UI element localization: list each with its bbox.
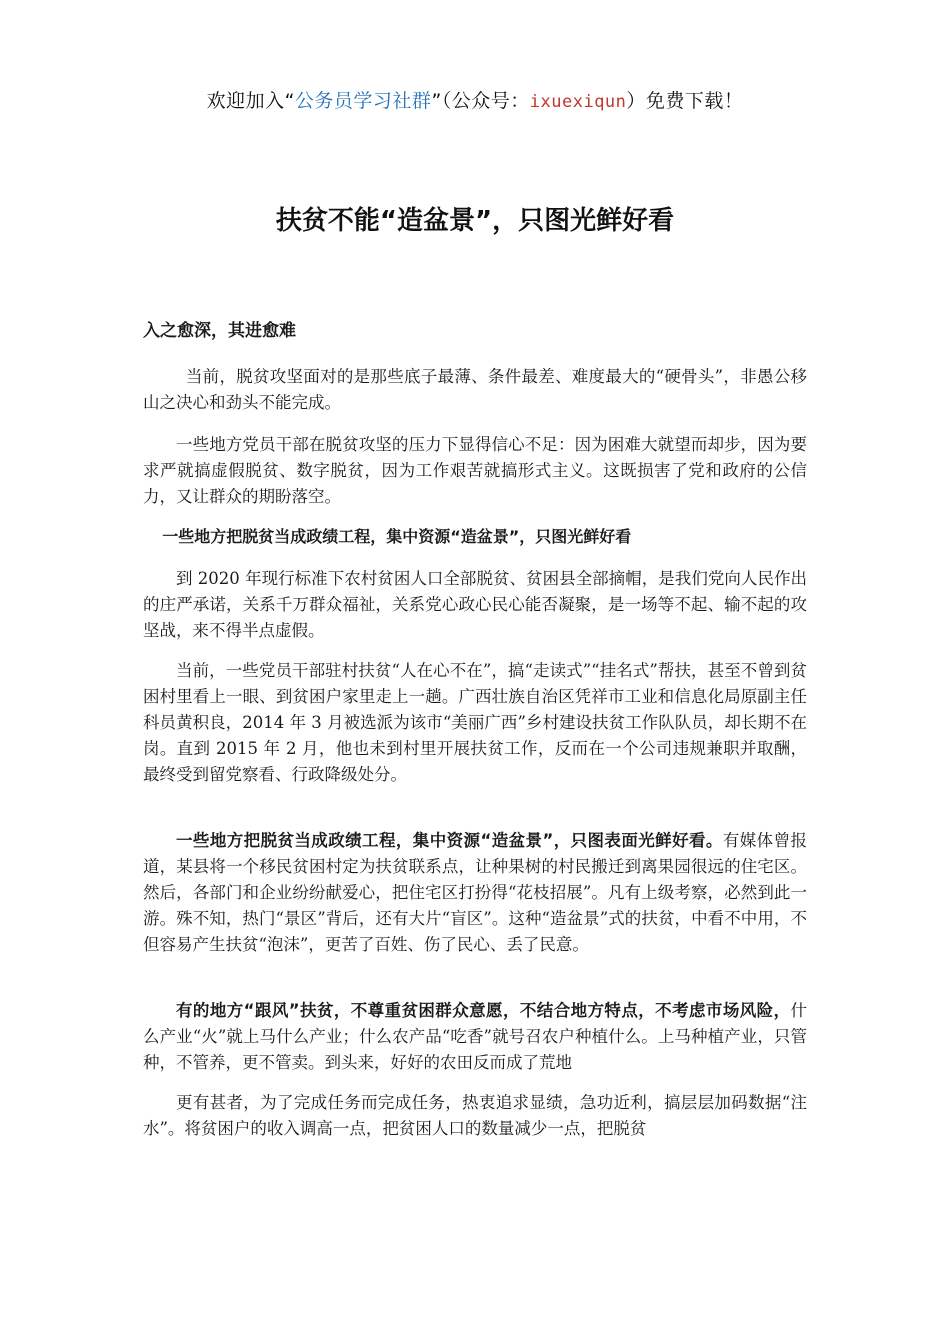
article-body — [143, 318, 807, 1156]
paragraph-6-text: 什么产业“火”就上马什么产业；什么农产品“吃香”就号召农户种植什么。上马种植产业，只管种，不管养，更不管卖。到头来，好好的农田反而成了荒地 — [143, 1001, 807, 1072]
paragraph-5 — [143, 828, 807, 958]
banner-suffix: ）免费下载！ — [626, 90, 744, 112]
banner-middle: ”（公众号： — [431, 90, 530, 112]
community-name-link[interactable]: 公务员学习社群 — [294, 90, 432, 112]
paragraph-4: 当前，一些党员干部驻村扶贫“人在心不在”，搞“走读式”“挂名式”帮扶，甚至不曾到贫困村里看上一眼、到贫困户家里走上一趟。广西壮族自治区凭祥市工业和信息化局原副主任科员黄积良，2014 年 3 月被选派为该市“美丽广西”乡村建设扶贫工作队队员，却长期不在岗。直到 2015 年 2 月，他也未到村里开展扶贫工作，反而在一个公司违规兼职并取酬，最终受到留党察看、行政降级处分。 — [143, 661, 807, 784]
paragraph-3: 到 2020 年现行标准下农村贫困人口全部脱贫、贫困县全部摘帽，是我们党向人民作出的庄严承诺，关系千万群众福祉，关系党心政心民心能否凝聚，是一场等不起、输不起的攻坚战，来不得半点虚假。 — [143, 569, 807, 640]
section-heading: 入之愈深，其进愈难 — [143, 321, 296, 341]
download-banner — [0, 86, 950, 113]
paragraph-6-lead: 有的地方“跟风”扶贫，不尊重贫困群众意愿，不结合地方特点，不考虑市场风险， — [176, 1001, 791, 1020]
paragraph-1: 当前，脱贫攻坚面对的是那些底子最薄、条件最差、难度最大的“硬骨头”，非愚公移山之决心和劲头不能完成。 — [143, 367, 807, 412]
paragraph-5-text: 有媒体曾报道，某县将一个移民贫困村定为扶贫联系点，让种果树的村民搬迁到离果园很远的住宅区。然后，各部门和企业纷纷献爱心，把住宅区打扮得“花枝招展”。凡有上级考察，必然到此一游。殊不知，热门“景区”背后，还有大片“盲区”。这种“造盆景”式的扶贫，中看不中用，不但容易产生扶贫“泡沫”，更苦了百姓、伤了民心、丢了民意。 — [143, 831, 807, 954]
subheading-political-project: 一些地方把脱贫当成政绩工程，集中资源“造盆景”，只图光鲜好看 — [162, 527, 632, 546]
paragraph-7: 更有甚者，为了完成任务而完成任务，热衷追求显绩，急功近利，搞层层加码数据“注水”。将贫困户的收入调高一点，把贫困人口的数量减少一点，把脱贫 — [143, 1093, 807, 1138]
paragraph-2: 一些地方党员干部在脱贫攻坚的压力下显得信心不足：因为困难大就望而却步，因为要求严就搞虚假脱贫、数字脱贫，因为工作艰苦就搞形式主义。这既损害了党和政府的公信力，又让群众的期盼落空。 — [143, 435, 807, 506]
paragraph-6 — [143, 998, 807, 1076]
page-title: 扶贫不能“造盆景”，只图光鲜好看 — [275, 206, 675, 236]
banner-prefix: 欢迎加入“ — [206, 90, 295, 112]
paragraph-5-lead: 一些地方把脱贫当成政绩工程，集中资源“造盆景”，只图表面光鲜好看。 — [176, 831, 723, 850]
wechat-account: ixuexiqun — [529, 92, 627, 112]
